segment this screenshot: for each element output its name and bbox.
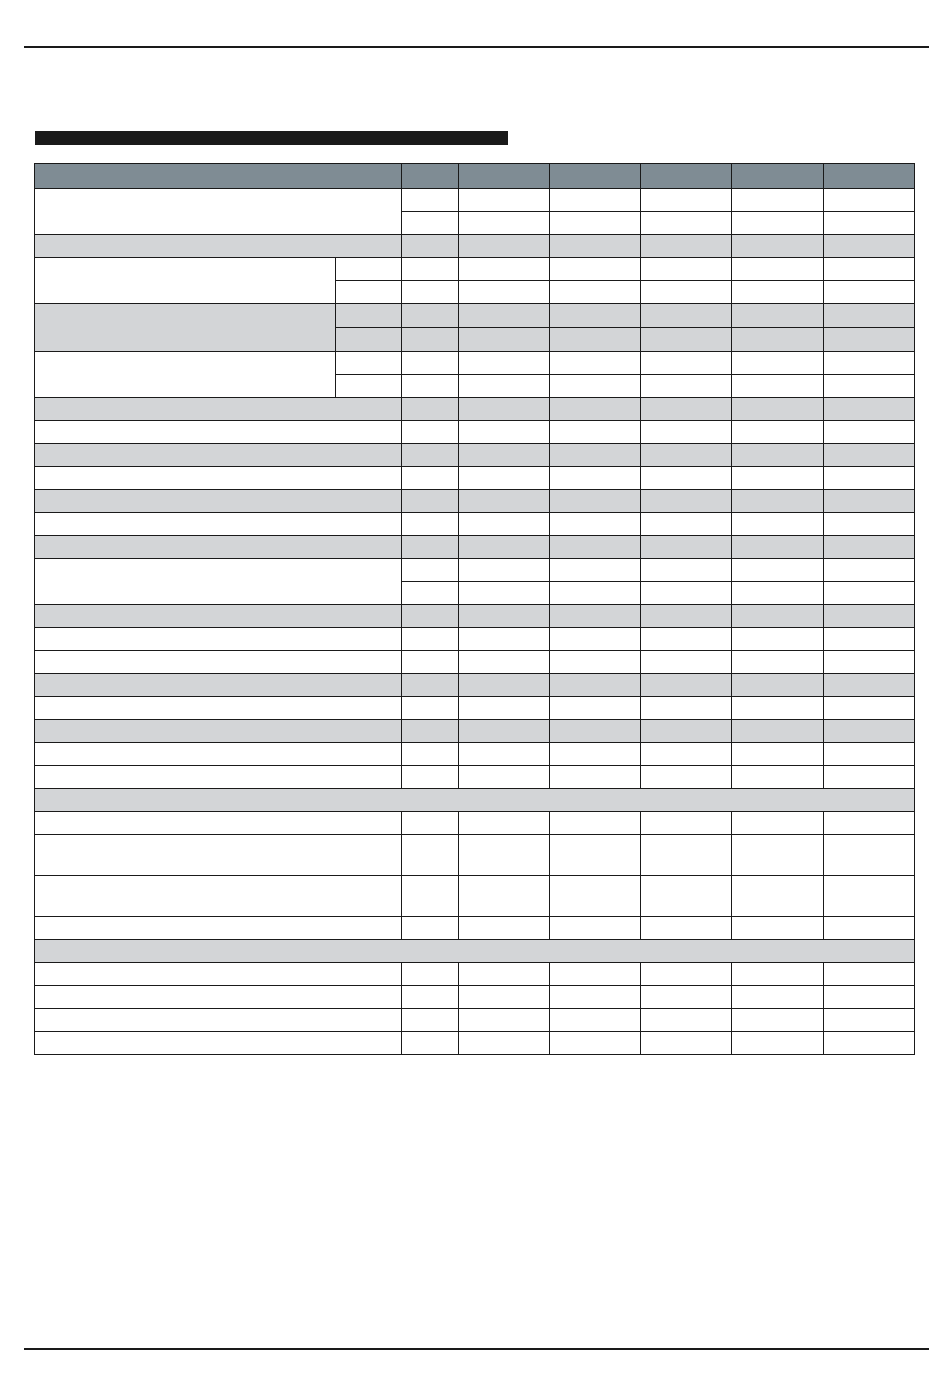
table-cell	[336, 352, 402, 375]
table-cell	[550, 743, 641, 766]
table-header-row	[35, 164, 915, 189]
table-cell	[35, 789, 915, 812]
table-cell	[402, 328, 459, 352]
table-cell	[824, 421, 915, 444]
table-row	[35, 258, 915, 281]
table-cell	[641, 917, 732, 940]
table-cell	[459, 963, 550, 986]
table-cell	[732, 444, 824, 467]
table-cell	[402, 398, 459, 421]
table-cell	[824, 467, 915, 490]
row-label	[35, 352, 336, 398]
table-cell	[35, 651, 402, 674]
table-cell	[641, 743, 732, 766]
table-cell	[35, 917, 402, 940]
table-cell	[459, 605, 550, 628]
table-cell	[459, 674, 550, 697]
table-cell	[550, 986, 641, 1009]
table-cell	[402, 212, 459, 235]
table-cell	[550, 582, 641, 605]
table-row	[35, 352, 915, 375]
table-cell	[402, 490, 459, 513]
table-cell	[550, 1032, 641, 1055]
table-cell	[550, 536, 641, 559]
table-cell	[641, 986, 732, 1009]
table-cell	[402, 1009, 459, 1032]
table-cell	[641, 304, 732, 328]
table-cell	[459, 258, 550, 281]
table-cell	[459, 628, 550, 651]
table-cell	[402, 697, 459, 720]
table-cell	[641, 328, 732, 352]
table-cell	[35, 1009, 402, 1032]
table-cell	[550, 490, 641, 513]
table-cell	[550, 917, 641, 940]
table-cell	[402, 917, 459, 940]
table-cell	[459, 835, 550, 876]
table-cell	[402, 513, 459, 536]
header-cell	[550, 164, 641, 189]
table-cell	[732, 304, 824, 328]
table-cell	[824, 375, 915, 398]
table-cell	[35, 605, 402, 628]
table-cell	[732, 352, 824, 375]
table-cell	[641, 189, 732, 212]
table-cell	[35, 536, 402, 559]
table-cell	[402, 582, 459, 605]
table-cell	[550, 375, 641, 398]
table-cell	[732, 467, 824, 490]
table-cell	[402, 352, 459, 375]
table-cell	[402, 651, 459, 674]
table-row	[35, 628, 915, 651]
table-cell	[824, 720, 915, 743]
table-cell	[824, 917, 915, 940]
table-cell	[550, 812, 641, 835]
table-cell	[459, 304, 550, 328]
table-cell	[732, 559, 824, 582]
table-cell	[732, 421, 824, 444]
table-cell	[336, 375, 402, 398]
table-cell	[732, 398, 824, 421]
table-cell	[459, 720, 550, 743]
table-cell	[35, 444, 402, 467]
table-cell	[641, 421, 732, 444]
table-row	[35, 559, 915, 582]
top-rule	[24, 46, 929, 48]
table-cell	[824, 1009, 915, 1032]
table-cell	[824, 986, 915, 1009]
table-cell	[402, 421, 459, 444]
table-cell	[402, 963, 459, 986]
table-cell	[459, 651, 550, 674]
table-cell	[732, 674, 824, 697]
table-cell	[402, 605, 459, 628]
table-cell	[459, 189, 550, 212]
table-cell	[550, 720, 641, 743]
table-cell	[550, 235, 641, 258]
table-cell	[641, 235, 732, 258]
table-cell	[732, 490, 824, 513]
header-cell	[824, 164, 915, 189]
table-cell	[459, 1009, 550, 1032]
table-cell	[35, 628, 402, 651]
table-cell	[35, 421, 402, 444]
table-cell	[732, 1009, 824, 1032]
table-row	[35, 812, 915, 835]
table-cell	[550, 559, 641, 582]
section-row-full	[35, 940, 915, 963]
table-cell	[641, 628, 732, 651]
table-cell	[550, 189, 641, 212]
table-cell	[336, 281, 402, 304]
table-cell	[402, 628, 459, 651]
table-cell	[35, 876, 402, 917]
table-cell	[402, 559, 459, 582]
table-cell	[824, 559, 915, 582]
table-cell	[550, 352, 641, 375]
table-cell	[732, 235, 824, 258]
table-cell	[550, 697, 641, 720]
table-cell	[732, 651, 824, 674]
table-cell	[641, 398, 732, 421]
table-cell	[550, 605, 641, 628]
table-cell	[459, 235, 550, 258]
table-cell	[732, 963, 824, 986]
table-cell	[550, 281, 641, 304]
table-cell	[550, 398, 641, 421]
section-row-full	[35, 789, 915, 812]
row-label	[35, 559, 402, 605]
table-cell	[824, 490, 915, 513]
table-cell	[732, 986, 824, 1009]
table-cell	[641, 835, 732, 876]
table-cell	[402, 1032, 459, 1055]
table-cell	[550, 651, 641, 674]
table-cell	[336, 258, 402, 281]
table-cell	[35, 697, 402, 720]
table-cell	[641, 559, 732, 582]
table-cell	[459, 398, 550, 421]
row-label	[35, 304, 336, 352]
table-cell	[35, 812, 402, 835]
table-cell	[35, 490, 402, 513]
table-cell	[824, 697, 915, 720]
header-cell	[35, 164, 402, 189]
table-row	[35, 513, 915, 536]
table-cell	[550, 421, 641, 444]
table-cell	[35, 835, 402, 876]
table-cell	[824, 628, 915, 651]
table-cell	[459, 917, 550, 940]
table-cell	[459, 986, 550, 1009]
table-cell	[459, 559, 550, 582]
table-cell	[459, 421, 550, 444]
table-cell	[641, 651, 732, 674]
table-cell	[459, 328, 550, 352]
table-cell	[641, 375, 732, 398]
table-cell	[459, 536, 550, 559]
table-cell	[824, 328, 915, 352]
table-cell	[732, 513, 824, 536]
table-cell	[641, 281, 732, 304]
table-cell	[550, 876, 641, 917]
table-cell	[732, 1032, 824, 1055]
table-cell	[35, 467, 402, 490]
section-row	[35, 605, 915, 628]
table-cell	[641, 766, 732, 789]
table-cell	[402, 189, 459, 212]
table-cell	[402, 375, 459, 398]
table-cell	[824, 212, 915, 235]
section-row	[35, 674, 915, 697]
table-cell	[824, 352, 915, 375]
table-cell	[732, 281, 824, 304]
table-cell	[824, 1032, 915, 1055]
table-cell	[459, 212, 550, 235]
table-cell	[35, 513, 402, 536]
table-cell	[732, 917, 824, 940]
table-cell	[459, 766, 550, 789]
table-cell	[35, 940, 915, 963]
table-cell	[550, 963, 641, 986]
table-cell	[459, 697, 550, 720]
table-cell	[402, 720, 459, 743]
table-cell	[641, 490, 732, 513]
table-cell	[732, 536, 824, 559]
table-cell	[402, 674, 459, 697]
table-cell	[732, 328, 824, 352]
table-cell	[732, 375, 824, 398]
table-row	[35, 986, 915, 1009]
table-row	[35, 963, 915, 986]
table-cell	[824, 651, 915, 674]
table-cell	[459, 490, 550, 513]
table-cell	[550, 674, 641, 697]
table-cell	[824, 835, 915, 876]
table-cell	[35, 766, 402, 789]
table-cell	[35, 720, 402, 743]
table-cell	[641, 605, 732, 628]
table-cell	[550, 1009, 641, 1032]
table-cell	[732, 628, 824, 651]
table-row	[35, 766, 915, 789]
table-cell	[550, 444, 641, 467]
table-cell	[459, 352, 550, 375]
table-cell	[459, 743, 550, 766]
table-cell	[824, 513, 915, 536]
table-cell	[641, 513, 732, 536]
table-cell	[824, 605, 915, 628]
table-cell	[550, 628, 641, 651]
table-cell	[732, 876, 824, 917]
section-row	[35, 720, 915, 743]
table-cell	[732, 697, 824, 720]
table-cell	[336, 304, 402, 328]
table-cell	[824, 963, 915, 986]
table-cell	[824, 766, 915, 789]
table-row	[35, 421, 915, 444]
table-cell	[402, 444, 459, 467]
table-row	[35, 835, 915, 876]
table-cell	[550, 258, 641, 281]
table-row	[35, 651, 915, 674]
table-cell	[459, 876, 550, 917]
table-cell	[732, 835, 824, 876]
title-bar	[35, 131, 508, 145]
table-cell	[824, 743, 915, 766]
table-cell	[402, 467, 459, 490]
table-cell	[824, 189, 915, 212]
table-cell	[402, 743, 459, 766]
header-cell	[641, 164, 732, 189]
table-cell	[550, 513, 641, 536]
table-cell	[641, 876, 732, 917]
table-cell	[732, 582, 824, 605]
spec-table	[34, 163, 915, 1055]
table-row	[35, 876, 915, 917]
table-cell	[732, 812, 824, 835]
section-row	[35, 536, 915, 559]
table-cell	[402, 766, 459, 789]
table-cell	[459, 467, 550, 490]
table-cell	[35, 743, 402, 766]
table-cell	[824, 876, 915, 917]
table-row-shaded	[35, 304, 915, 328]
table-cell	[824, 235, 915, 258]
section-row	[35, 398, 915, 421]
table-row	[35, 1009, 915, 1032]
table-row	[35, 743, 915, 766]
table-cell	[459, 375, 550, 398]
table-cell	[732, 766, 824, 789]
table-cell	[402, 876, 459, 917]
table-cell	[402, 258, 459, 281]
table-cell	[732, 189, 824, 212]
table-cell	[732, 605, 824, 628]
table-cell	[550, 766, 641, 789]
table-cell	[35, 674, 402, 697]
table-cell	[550, 212, 641, 235]
table-cell	[641, 352, 732, 375]
section-row	[35, 490, 915, 513]
table-cell	[824, 304, 915, 328]
table-cell	[824, 281, 915, 304]
table-cell	[459, 444, 550, 467]
row-label	[35, 258, 336, 304]
table-cell	[35, 963, 402, 986]
table-cell	[336, 328, 402, 352]
table-cell	[550, 304, 641, 328]
table-cell	[641, 1009, 732, 1032]
table-row	[35, 189, 915, 212]
bottom-rule	[24, 1348, 929, 1350]
table-cell	[550, 835, 641, 876]
table-cell	[35, 235, 402, 258]
header-cell	[732, 164, 824, 189]
table-cell	[459, 281, 550, 304]
table-cell	[550, 467, 641, 490]
table-cell	[402, 304, 459, 328]
table-cell	[641, 674, 732, 697]
table-cell	[824, 398, 915, 421]
table-row	[35, 917, 915, 940]
table-cell	[459, 513, 550, 536]
table-cell	[641, 697, 732, 720]
section-row	[35, 235, 915, 258]
table-cell	[732, 743, 824, 766]
table-cell	[402, 835, 459, 876]
table-cell	[402, 235, 459, 258]
table-cell	[824, 258, 915, 281]
header-cell	[459, 164, 550, 189]
table-cell	[641, 536, 732, 559]
table-row	[35, 697, 915, 720]
header-cell	[402, 164, 459, 189]
table-cell	[402, 281, 459, 304]
table-cell	[402, 812, 459, 835]
table-cell	[824, 812, 915, 835]
table-cell	[459, 582, 550, 605]
table-cell	[641, 720, 732, 743]
table-cell	[732, 720, 824, 743]
row-label	[35, 189, 402, 235]
table-cell	[641, 582, 732, 605]
table-cell	[35, 398, 402, 421]
table-cell	[641, 467, 732, 490]
table-cell	[35, 986, 402, 1009]
table-cell	[641, 444, 732, 467]
table-cell	[641, 963, 732, 986]
table-cell	[402, 536, 459, 559]
table-cell	[550, 328, 641, 352]
table-cell	[824, 582, 915, 605]
table-cell	[459, 812, 550, 835]
table-cell	[641, 812, 732, 835]
table-cell	[35, 1032, 402, 1055]
table-cell	[641, 1032, 732, 1055]
table-cell	[402, 986, 459, 1009]
table-row	[35, 467, 915, 490]
table-cell	[824, 674, 915, 697]
table-cell	[732, 258, 824, 281]
table-cell	[824, 444, 915, 467]
table-cell	[641, 212, 732, 235]
table-cell	[641, 258, 732, 281]
section-row	[35, 444, 915, 467]
table-row	[35, 1032, 915, 1055]
table-cell	[459, 1032, 550, 1055]
table-cell	[732, 212, 824, 235]
table-cell	[824, 536, 915, 559]
